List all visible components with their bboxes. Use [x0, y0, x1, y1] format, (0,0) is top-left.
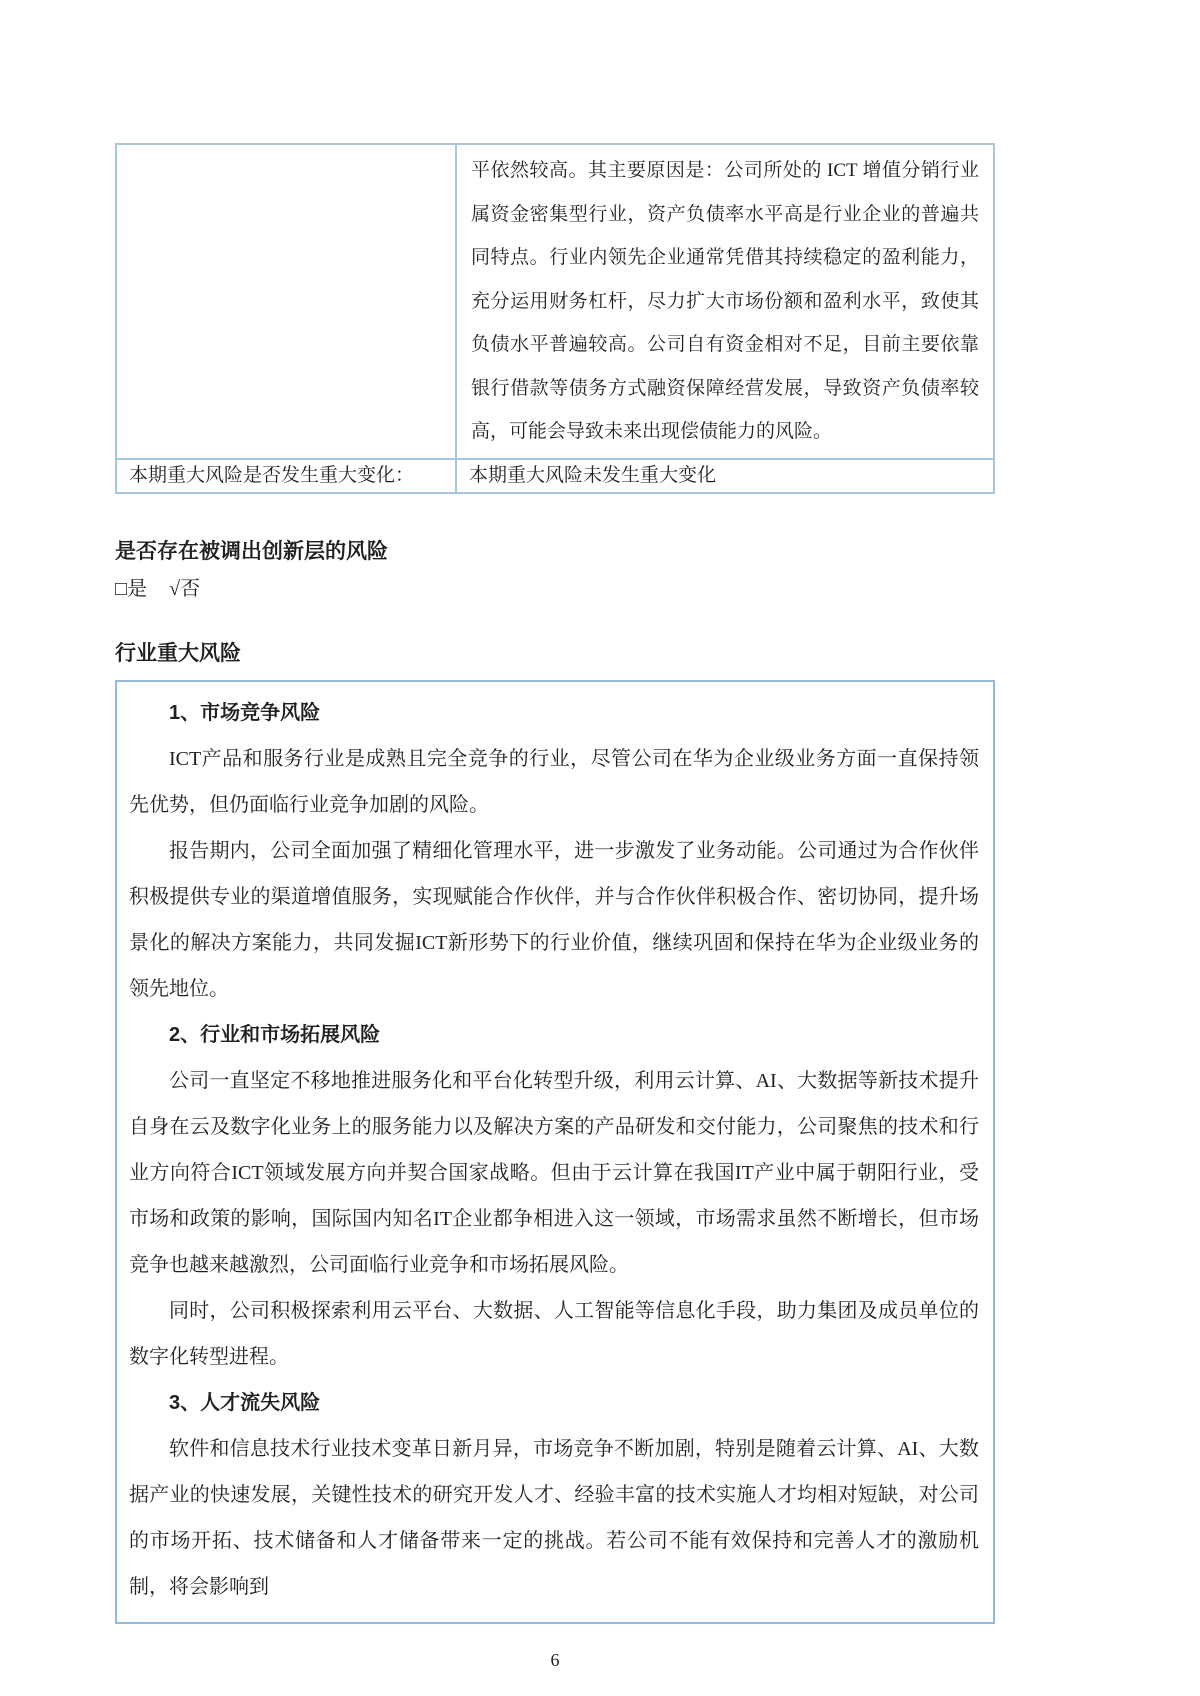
risk-item-paragraph: 报告期内，公司全面加强了精细化管理水平，进一步激发了业务动能。公司通过为合作伙伴积极提供专业的渠道增值服务，实现赋能合作伙伴，并与合作伙伴积极合作、密切协同，提升场景化的解决方案能力，共同发掘ICT新形势下的行业价值，继续巩固和保持在华为企业级业务的领先地位。	[129, 839, 979, 1000]
industry-risk-title: 行业重大风险	[115, 641, 241, 665]
table-row	[116, 144, 994, 459]
risk-change-value-cell: 本期重大风险未发生重大变化	[456, 459, 994, 493]
risk-item-paragraph: ICT产品和服务行业是成熟且完全竞争的行业，尽管公司在华为企业级业务方面一直保持领先优势，但仍面临行业竞争加剧的风险。	[129, 747, 979, 816]
risk-row-label-cell	[116, 144, 456, 459]
delist-risk-title: 是否存在被调出创新层的风险	[115, 539, 388, 563]
risk-item-paragraph: 同时，公司积极探索利用云平台、大数据、人工智能等信息化手段，助力集团及成员单位的数字化转型进程。	[129, 1299, 979, 1368]
risk-item-paragraph: 软件和信息技术行业技术变革日新月异，市场竞争不断加剧，特别是随着云计算、AI、大数据产业的快速发展，关键性技术的研究开发人才、经验丰富的技术实施人才均相对短缺，对公司的市场开拓、技术储备和人才储备带来一定的挑战。若公司不能有效保持和完善人才的激励机制，将会影响到	[129, 1437, 979, 1598]
checkbox-yes-option: □是	[115, 577, 148, 600]
risk-carryover-table	[115, 143, 995, 494]
risk-item-paragraph: 公司一直坚定不移地推进服务化和平台化转型升级，利用云计算、AI、大数据等新技术提升自身在云及数字化业务上的服务能力以及解决方案的产品研发和交付能力，公司聚焦的技术和行业方向符合ICT领域发展方向并契合国家战略。但由于云计算在我国IT产业中属于朝阳行业，受市场和政策的影响，国际国内知名IT企业都争相进入这一领域，市场需求虽然不断增长，但市场竞争也越来越激烈，公司面临行业竞争和市场拓展风险。	[129, 1069, 979, 1276]
industry-risk-box	[115, 680, 995, 1624]
checkbox-no-option: √否	[169, 577, 201, 600]
table-row	[116, 459, 994, 493]
risk-item-heading: 2、行业和市场拓展风险	[169, 1023, 381, 1046]
risk-item-heading: 1、市场竞争风险	[169, 701, 321, 724]
risk-change-label-cell: 本期重大风险是否发生重大变化：	[116, 459, 456, 493]
risk-row-value-cell: 平依然较高。其主要原因是：公司所处的 ICT 增值分销行业属资金密集型行业，资产负债率水平高是行业企业的普遍共同特点。行业内领先企业通常凭借其持续稳定的盈利能力，充分运用财务杠杆，尽力扩大市场份额和盈利水平，致使其负债水平普遍较高。公司自有资金相对不足，目前主要依靠银行借款等债务方式融资保障经营发展，导致资产负债率较高，可能会导致未来出现偿债能力的风险。	[456, 144, 994, 459]
page-number: 6	[550, 1649, 560, 1670]
delist-risk-options	[115, 574, 995, 604]
risk-item-heading: 3、人才流失风险	[169, 1391, 321, 1414]
document-page	[115, 0, 995, 1672]
